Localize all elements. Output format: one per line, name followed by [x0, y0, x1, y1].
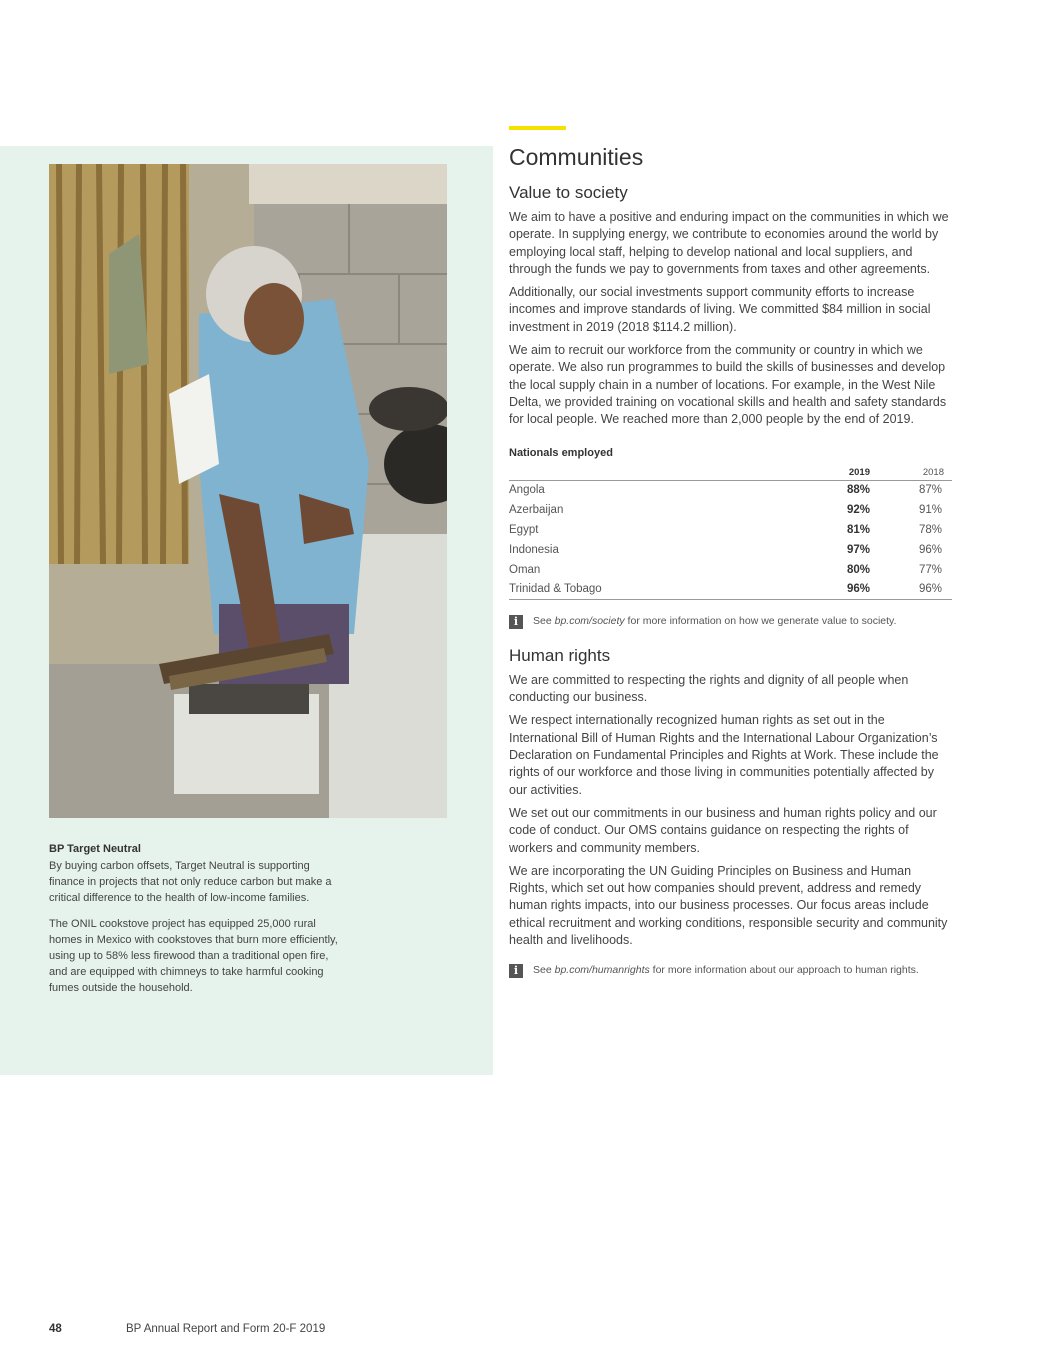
- value-2018-cell: 87%: [918, 484, 942, 497]
- country-cell: Azerbaijan: [509, 504, 564, 517]
- table-row: [509, 580, 952, 600]
- nationals-employed-table: [509, 465, 952, 601]
- table-header-2019: 2019: [810, 465, 870, 481]
- value-2018-cell: 77%: [918, 563, 942, 576]
- table-row: [509, 480, 952, 500]
- country-cell: Egypt: [509, 524, 539, 537]
- value-2019-cell: 96%: [810, 580, 870, 600]
- value-2019-cell: 92%: [846, 504, 870, 517]
- body-paragraph: We aim to have a positive and enduring impact on the communities in which we operate. In supplying energy, we contribute to economies around the world by employing local staff, helping to develop national and local suppliers, and through the funds we pay to governments from taxes and other agreements.: [509, 210, 949, 276]
- report-title: BP Annual Report and Form 20-F 2019: [126, 1323, 326, 1335]
- info-icon: i: [509, 615, 523, 629]
- body-paragraph: Additionally, our social investments support community efforts to increase incomes and improve standards of living. We committed $84 million in social investment in 2019 (2018 $114.2 million).: [509, 285, 931, 334]
- value-2018-cell: 78%: [918, 524, 942, 537]
- human-rights-link[interactable]: bp.com/humanrights: [554, 964, 650, 977]
- info-note-society: [509, 614, 952, 630]
- value-2019-cell: 80%: [846, 563, 870, 576]
- info-suffix: for more information on how we generate value to society.: [624, 615, 897, 628]
- info-prefix: See: [533, 964, 555, 977]
- body-paragraph: We are committed to respecting the rights and dignity of all people when conducting our business.: [509, 672, 909, 705]
- caption-paragraph: The ONIL cookstove project has equipped 25,000 rural homes in Mexico with cookstoves that burn more efficiently, using up to 58% less firewood than a traditional open fire, and are equipped with chimneys to take harmful cooking fumes outside the household.: [49, 918, 338, 994]
- value-2018-cell: 96%: [918, 543, 942, 556]
- nationals-table-title: Nationals employed: [509, 446, 613, 459]
- section-title: Communities: [509, 144, 644, 170]
- body-paragraph: We aim to recruit our workforce from the community or country in which we operate. We also run programmes to build the skills of businesses and develop the local supply chain in a number of locations. For example, in the West Nile Delta, we provided training on vocational skills and health and safety standards for local people. We reached more than 2,000 people by the end of 2019.: [509, 343, 947, 427]
- page-number: 48: [49, 1323, 62, 1335]
- body-paragraph: We are incorporating the UN Guiding Principles on Business and Human Rights, which set out how companies should prevent, address and remedy human rights impacts, into our business processes. Our focus areas include ethical recruitment and working conditions, responsible security and community health and livelihoods.: [509, 863, 948, 947]
- country-cell: Indonesia: [509, 543, 559, 556]
- table-row: [509, 560, 952, 580]
- value-2018-cell: 96%: [870, 580, 952, 600]
- society-link[interactable]: bp.com/society: [554, 615, 625, 628]
- human-rights-heading: Human rights: [509, 645, 611, 665]
- info-prefix: See: [533, 615, 555, 628]
- value-2019-cell: 88%: [846, 484, 870, 497]
- caption-paragraph: By buying carbon offsets, Target Neutral is supporting finance in projects that not only reduce carbon but make a critical difference to the health of low-income families.: [49, 860, 332, 904]
- info-note-human-rights: [509, 963, 952, 979]
- country-cell: Trinidad & Tobago: [509, 580, 810, 600]
- value-2018-cell: 91%: [918, 504, 942, 517]
- table-header-row: [509, 465, 952, 481]
- info-icon: i: [509, 964, 523, 978]
- value-2019-cell: 81%: [846, 524, 870, 537]
- table-header-blank: [509, 465, 810, 481]
- value-2019-cell: 97%: [846, 543, 870, 556]
- country-cell: Oman: [509, 563, 541, 576]
- main-column: [509, 143, 952, 985]
- cookstove-photo: [49, 164, 447, 818]
- info-suffix: for more information about our approach to human rights.: [649, 964, 919, 977]
- table-row: [509, 540, 952, 560]
- caption-title: BP Target Neutral: [49, 843, 141, 855]
- body-paragraph: We respect internationally recognized human rights as set out in the International Bill of Human Rights and the International Labour Organization’s Declaration on Fundamental Principles and Rights at Work. These include the rights of our workforce and those living in communities potentially affected by our activities.: [509, 713, 939, 797]
- body-paragraph: We set out our commitments in our business and human rights policy and our code of conduct. Our OMS contains guidance on respecting the rights of workers and community members.: [509, 805, 937, 855]
- photo-caption: [49, 841, 339, 1006]
- table-header-2018: 2018: [870, 465, 952, 481]
- table-row: [509, 520, 952, 540]
- section-accent-bar: [509, 126, 566, 130]
- country-cell: Angola: [509, 484, 545, 497]
- page-footer: [49, 1323, 325, 1335]
- value-to-society-heading: Value to society: [509, 183, 628, 202]
- table-row: [509, 500, 952, 520]
- woman-cooking-illustration: [49, 164, 447, 818]
